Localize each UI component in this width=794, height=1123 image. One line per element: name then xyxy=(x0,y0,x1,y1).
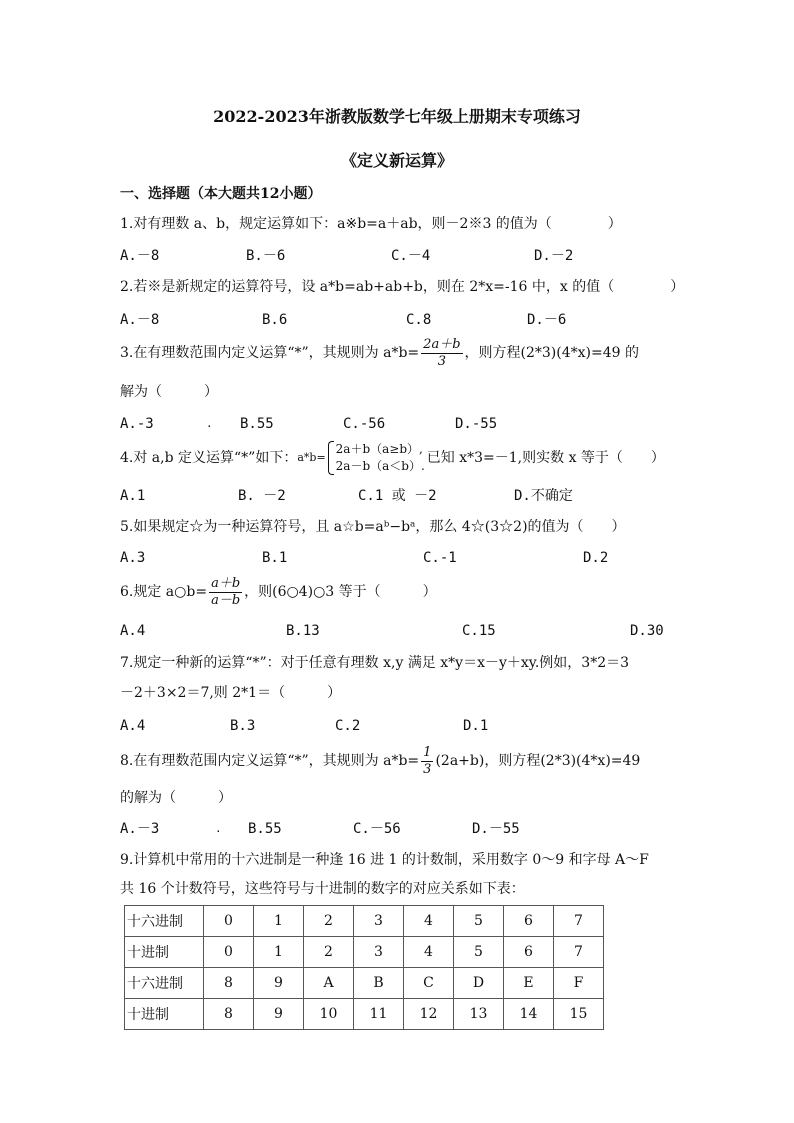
number-system-table xyxy=(124,905,604,1030)
q8-fraction xyxy=(421,745,433,778)
q2-option-b: B.6 xyxy=(262,312,288,328)
table-row-header: 十六进制 xyxy=(125,968,204,999)
q3-fraction-denominator: 3 xyxy=(437,353,446,369)
q8-option-c: C.－56 xyxy=(353,821,401,837)
table-row xyxy=(125,968,604,999)
q4-option-a: A.1 xyxy=(120,488,146,504)
q6-option-a: A.4 xyxy=(120,623,146,639)
q3-option-d: D.-55 xyxy=(455,416,498,432)
q5-option-b: B.1 xyxy=(262,550,288,566)
question-2: 2.若※是新规定的运算符号，设 a*b=ab+ab+b，则在 2*x=-16 中，x 的值（ ） xyxy=(120,279,685,295)
table-row-header: 十进制 xyxy=(125,937,204,968)
question-1: 1.对有理数 a、b，规定运算如下：a※b=a＋ab，则－2※3 的值为（ ） xyxy=(120,216,622,232)
page-subtitle: 《定义新运算》 xyxy=(340,151,453,170)
q8-option-b: B.55 xyxy=(248,821,282,837)
q1-option-c: C.－4 xyxy=(391,248,431,264)
q6-option-c: C.15 xyxy=(462,623,496,639)
table-cell: 7 xyxy=(554,906,604,937)
question-9: 9.计算机中常用的十六进制是一种逢 16 进 1 的计数制，采用数字 0～9 和字母 A～F xyxy=(120,852,649,868)
table-row-header: 十进制 xyxy=(125,999,204,1030)
q3-fraction xyxy=(421,337,462,370)
q4-text-post: 已知 x*3=－1,则实数 x 等于（ ） xyxy=(426,450,665,466)
q4-lhs: a*b= xyxy=(297,451,326,464)
table-cell: 6 xyxy=(504,937,554,968)
question-7-line2: －2＋3×2＝7,则 2*1＝（ ） xyxy=(120,685,342,701)
question-8 xyxy=(120,742,640,780)
table-row xyxy=(125,999,604,1030)
q3-option-b: B.55 xyxy=(240,416,274,432)
q6-option-b: B.13 xyxy=(286,623,320,639)
q8-text-pre: 8.在有理数范围内定义运算“*”，其规则为 a*b= xyxy=(120,753,420,769)
table-cell: 12 xyxy=(404,999,454,1030)
table-cell: 1 xyxy=(254,906,304,937)
question-8-line2: 的解为（ ） xyxy=(120,790,232,806)
q3-option-a: A.-3 xyxy=(120,416,154,432)
question-6 xyxy=(120,572,437,612)
table-cell: 10 xyxy=(304,999,354,1030)
question-9-line2: 共 16 个计数符号，这些符号与十进制的数字的对应关系如下表： xyxy=(120,881,525,897)
table-cell: 15 xyxy=(554,999,604,1030)
q1-option-b: B.－6 xyxy=(246,248,286,264)
q7-option-b: B.3 xyxy=(230,718,256,734)
table-cell: 11 xyxy=(354,999,404,1030)
table-cell: 2 xyxy=(304,906,354,937)
q8-option-d: D.－55 xyxy=(472,821,520,837)
table-cell: 5 xyxy=(454,906,504,937)
table-cell: 3 xyxy=(354,937,404,968)
q2-option-c: C.8 xyxy=(406,312,432,328)
q3-text-pre: 3.在有理数范围内定义运算“*”，其规则为 a*b= xyxy=(120,345,420,361)
table-cell: 4 xyxy=(404,937,454,968)
q4-option-d: D.不确定 xyxy=(514,488,573,504)
table-cell: 6 xyxy=(504,906,554,937)
table-row xyxy=(125,937,604,968)
question-4 xyxy=(120,438,665,478)
q8-text-post: (2a+b)，则方程(2*3)(4*x)=49 xyxy=(435,753,641,769)
q8-fraction-denominator: 3 xyxy=(423,761,432,777)
table-cell: A xyxy=(304,968,354,999)
q3-dot-mark: . xyxy=(206,417,213,430)
table-row xyxy=(125,906,604,937)
table-cell: 7 xyxy=(554,937,604,968)
table-cell: 0 xyxy=(204,937,254,968)
q4-option-c: C.1 或 －2 xyxy=(358,488,437,504)
q4-case-1: 2a＋b（a≥b）, xyxy=(335,442,423,456)
q7-option-d: D.1 xyxy=(463,718,489,734)
section-heading: 一、选择题（本大题共12小题） xyxy=(120,186,322,202)
table-cell: F xyxy=(554,968,604,999)
table-cell: 9 xyxy=(254,999,304,1030)
table-cell: E xyxy=(504,968,554,999)
q6-text-post: ，则(6○4)○3 等于（ ） xyxy=(244,584,437,600)
q5-option-d: D.2 xyxy=(583,550,609,566)
table-cell: 1 xyxy=(254,937,304,968)
table-cell: C xyxy=(404,968,454,999)
page-title: 2022-2023年浙教版数学七年级上册期末专项练习 xyxy=(213,107,581,126)
q7-option-c: C.2 xyxy=(335,718,361,734)
table-cell: D xyxy=(454,968,504,999)
q6-fraction-numerator: a＋b xyxy=(211,575,241,591)
question-5: 5.如果规定☆为一种运算符号，且 a☆b=aᵇ−bᵃ，那么 4☆(3☆2)的值为（ ） xyxy=(120,519,626,535)
q8-option-a: A.－3 xyxy=(120,821,160,837)
question-3 xyxy=(120,334,639,372)
q1-option-d: D.－2 xyxy=(534,248,574,264)
table-cell: 2 xyxy=(304,937,354,968)
table-cell: 8 xyxy=(204,968,254,999)
q6-text-pre: 6.规定 a○b= xyxy=(120,584,208,600)
q8-fraction-numerator: 1 xyxy=(423,744,432,760)
q3-fraction-numerator: 2a＋b xyxy=(423,336,461,352)
q6-fraction xyxy=(209,576,242,609)
left-brace xyxy=(328,441,334,475)
table-row-header: 十六进制 xyxy=(125,906,204,937)
table-cell: 14 xyxy=(504,999,554,1030)
table-cell: 3 xyxy=(354,906,404,937)
q1-option-a: A.－8 xyxy=(120,248,160,264)
table-cell: 8 xyxy=(204,999,254,1030)
table-cell: 0 xyxy=(204,906,254,937)
table-cell: 5 xyxy=(454,937,504,968)
q2-option-d: D.－6 xyxy=(527,312,567,328)
q3-text-post: ，则方程(2*3)(4*x)=49 的 xyxy=(464,345,639,361)
table-cell: 9 xyxy=(254,968,304,999)
table-cell: 4 xyxy=(404,906,454,937)
q8-dot-mark: . xyxy=(215,822,222,835)
table-cell: 13 xyxy=(454,999,504,1030)
q4-option-b: B. －2 xyxy=(238,488,286,504)
q6-fraction-denominator: a－b xyxy=(211,592,241,608)
table-cell: B xyxy=(354,968,404,999)
q4-case-2: 2a－b（a＜b）. xyxy=(335,459,425,473)
q4-text-pre: 4.对 a,b 定义运算“*”如下： xyxy=(120,450,298,466)
question-7: 7.规定一种新的运算“*”：对于任意有理数 x,y 满足 x*y＝x－y＋xy.例如，3*2＝3 xyxy=(120,655,630,671)
q7-option-a: A.4 xyxy=(120,718,146,734)
q2-option-a: A.－8 xyxy=(120,312,160,328)
q4-piecewise xyxy=(328,441,425,475)
q5-option-a: A.3 xyxy=(120,550,146,566)
q5-option-c: C.-1 xyxy=(423,550,457,566)
q3-option-c: C.-56 xyxy=(343,416,386,432)
question-3-line2: 解为（ ） xyxy=(120,384,218,400)
q6-option-d: D.30 xyxy=(630,623,664,639)
